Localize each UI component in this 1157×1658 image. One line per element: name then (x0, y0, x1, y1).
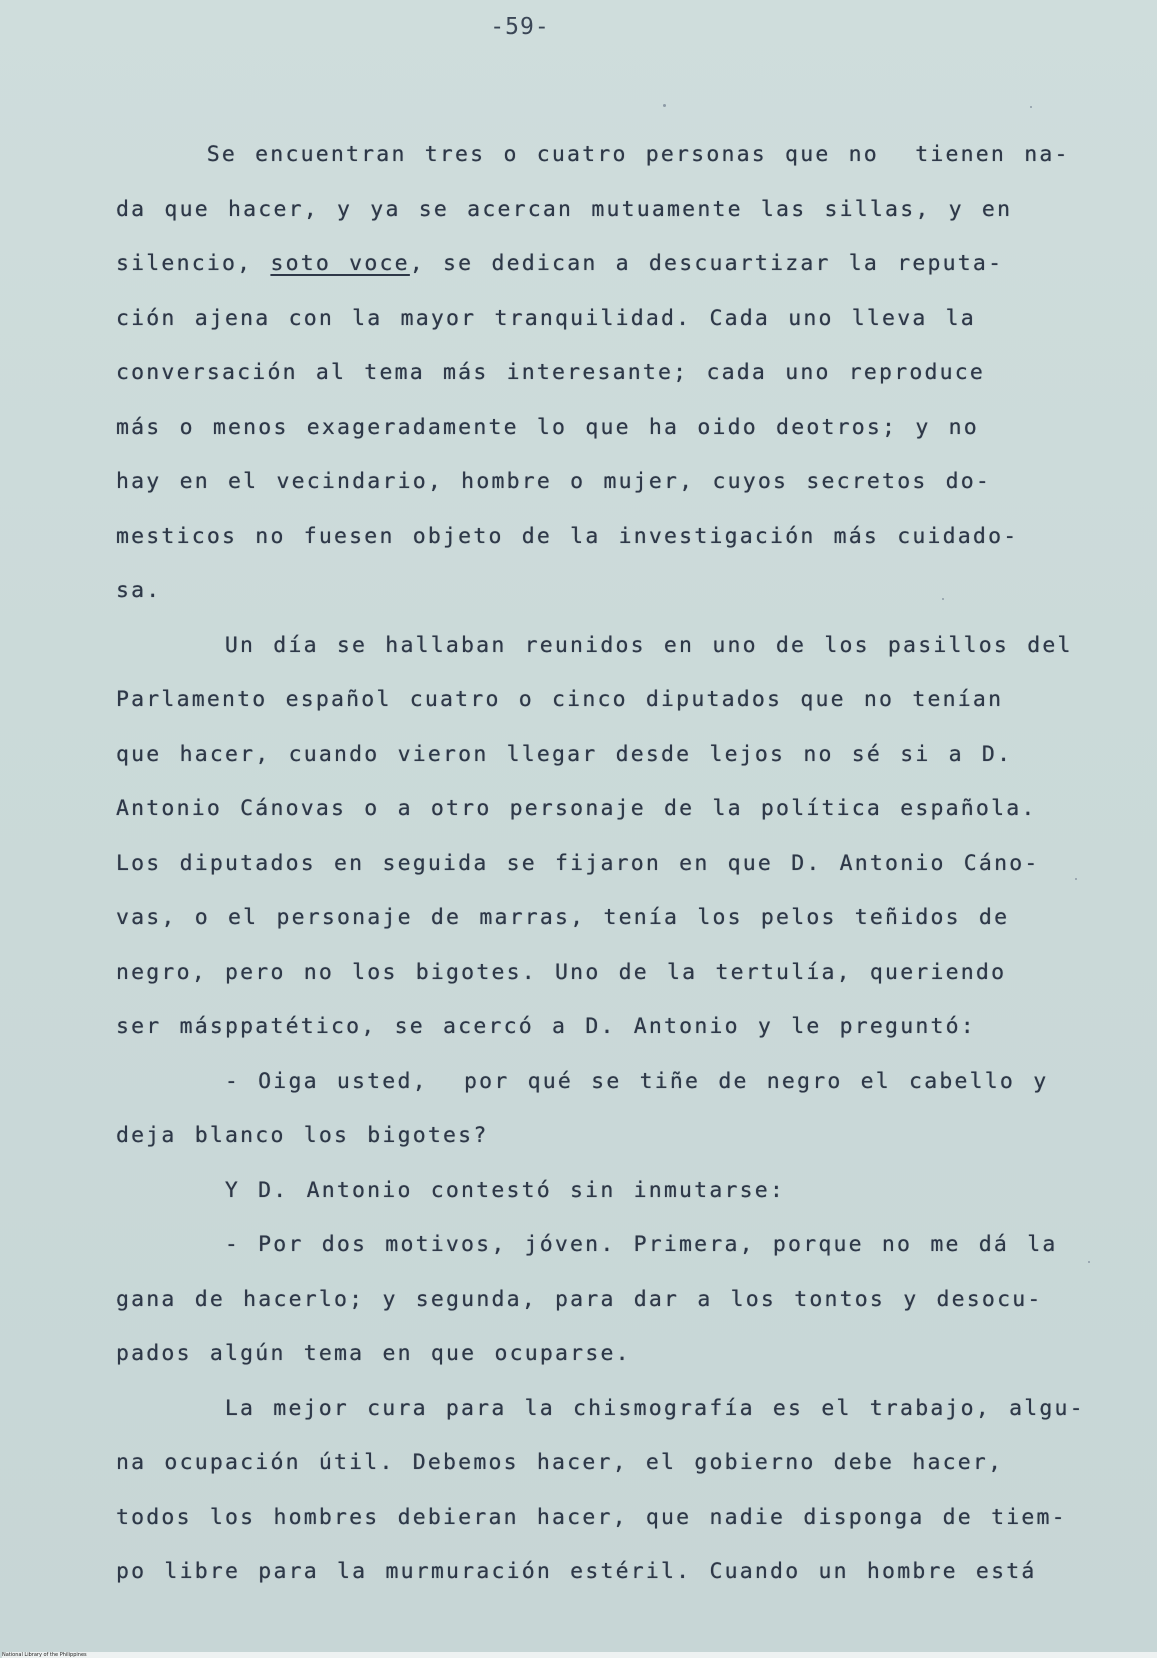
paper-speck (1030, 106, 1032, 108)
library-credit: National Library of the Philippines (2, 1652, 1157, 1658)
paper-speck (1075, 878, 1077, 880)
text-line: sa. (116, 578, 162, 603)
text-line: Y D. Antonio contestó sin inmutarse: (116, 1177, 786, 1203)
text-line: da que hacer, y ya se acercan mutuamente las sillas, y en (116, 196, 1013, 222)
text-line: Parlamento español cuatro o cinco diputados que no tenían (116, 687, 1004, 712)
text-line: hay en el vecindario, hombre o mujer, cuyos secretos do- (116, 469, 992, 494)
paper-speck (1088, 1261, 1090, 1263)
text-line: Se encuentran tres o cuatro personas que no tienen na- (116, 142, 1070, 167)
text-line: conversación al tema más interesante; cada uno reproduce (116, 360, 986, 385)
text-line: que hacer, cuando vieron llegar desde lejos no sé si a D. (116, 741, 1013, 767)
typed-text-body (116, 128, 1106, 1600)
text-line: po libre para la murmuración estéril. Cuando un hombre está (116, 1559, 1037, 1584)
paper-speck (663, 104, 666, 107)
text-line: negro, pero no los bigotes. Uno de la tertulía, queriendo (116, 959, 1007, 985)
paper-speck (942, 598, 944, 600)
text-line: todos los hombres debieran hacer, que nadie disponga de tiem- (116, 1504, 1067, 1530)
text-line-with-underline: silencio, soto voce, se dedican a descuartizar la reputa- (116, 251, 1004, 276)
text-line: deja blanco los bigotes? (116, 1123, 489, 1148)
text-line: Antonio Cánovas o a otro personaje de la política española. (116, 796, 1037, 821)
text-line: - Oiga usted, por qué se tiñe de negro el cabello y (116, 1068, 1049, 1094)
text-line: mesticos no fuesen objeto de la investigación más cuidado- (116, 523, 1019, 549)
text-line: Un día se hallaban reunidos en uno de los pasillos del (116, 632, 1073, 658)
text-line: ser másppatético, se acercó a D. Antonio y le preguntó: (116, 1014, 976, 1039)
text-line: pados algún tema en que ocuparse. (116, 1341, 631, 1366)
text-line: gana de hacerlo; y segunda, para dar a los tontos y desocu- (116, 1286, 1043, 1312)
text-line: Los diputados en seguida se fijaron en que D. Antonio Cáno- (116, 850, 1040, 876)
page-number: -59- (490, 14, 550, 40)
text-line: - Por dos motivos, jóven. Primera, porque no me dá la (116, 1232, 1058, 1257)
text-line: ción ajena con la mayor tranquilidad. Cada uno lleva la (116, 305, 976, 331)
text-line: vas, o el personaje de marras, tenía los pelos teñidos de (116, 905, 1010, 930)
text-line: na ocupación útil. Debemos hacer, el gobierno debe hacer, (116, 1450, 1004, 1475)
text-line: La mejor cura para la chismografía es el trabajo, algu- (116, 1395, 1085, 1421)
text-line: más o menos exageradamente lo que ha oido deotros; y no (116, 414, 979, 440)
underlined-phrase: soto voce (270, 251, 410, 276)
